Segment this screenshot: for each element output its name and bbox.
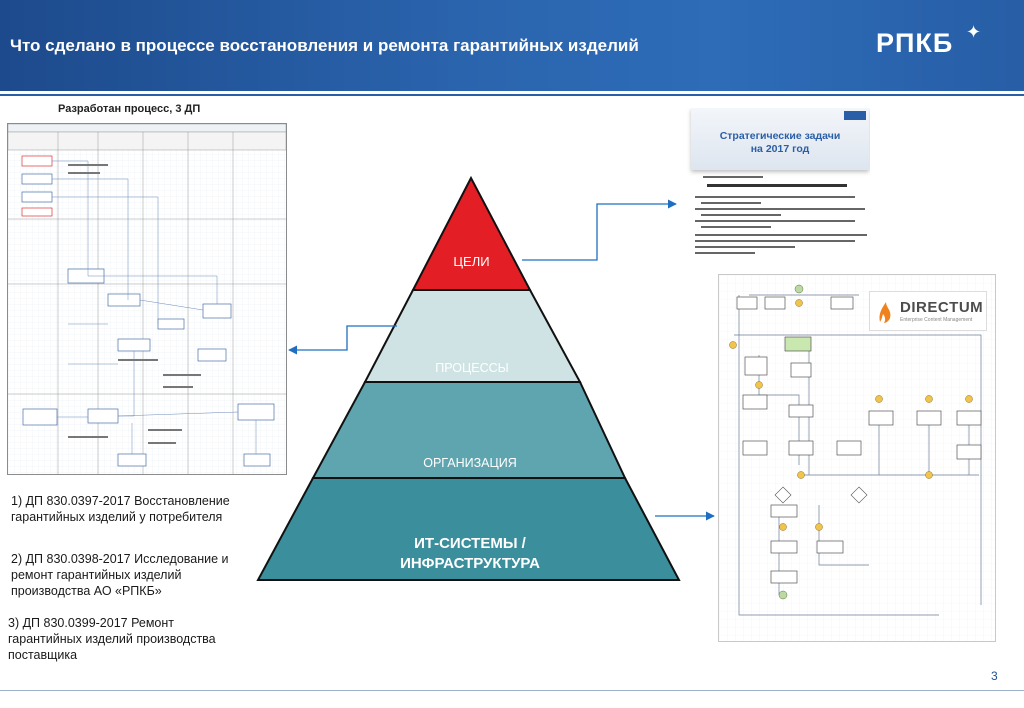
footer-divider bbox=[0, 690, 1024, 691]
label-processes: ПРОЦЕССЫ bbox=[435, 361, 509, 375]
document-1-line-1: 1) ДП 830.0397-2017 Восстановление bbox=[11, 494, 230, 508]
directum-wordmark: DIRECTUM bbox=[900, 299, 984, 316]
strategy-title-line-2: на 2017 год bbox=[750, 143, 810, 155]
arrow-goals-to-strategy bbox=[522, 204, 676, 260]
company-logo: РПКБ bbox=[876, 28, 954, 58]
label-it-line-2: ИНФРАСТРУКТУРА bbox=[400, 555, 540, 572]
label-it-systems bbox=[300, 534, 640, 574]
strategy-title-line-1: Стратегические задачи bbox=[719, 130, 841, 142]
label-it-line-1: ИТ-СИСТЕМЫ / bbox=[414, 535, 526, 552]
process-caption: Разработан процесс, 3 ДП bbox=[58, 103, 201, 115]
document-2-line-3: производства АО «РПКБ» bbox=[11, 584, 162, 598]
document-2-line-2: ремонт гарантийных изделий bbox=[11, 568, 182, 582]
document-1-line-2: гарантийных изделий у потребителя bbox=[11, 510, 223, 524]
directum-tagline: Enterprise Content Management bbox=[900, 317, 973, 323]
label-organization: ОРГАНИЗАЦИЯ bbox=[423, 456, 517, 470]
page-number: 3 bbox=[991, 669, 998, 683]
logo-star-icon: ✦ bbox=[966, 22, 982, 42]
pyramid-tier-goals bbox=[413, 178, 530, 290]
document-3-line-2: гарантийных изделий производства bbox=[8, 632, 216, 646]
document-item-2 bbox=[11, 551, 229, 599]
slide-title: Что сделано в процессе восстановления и ремонта гарантийных изделий bbox=[10, 36, 639, 55]
document-3-line-3: поставщика bbox=[8, 648, 78, 662]
document-3-line-1: 3) ДП 830.0399-2017 Ремонт bbox=[8, 616, 175, 630]
arrow-processes-to-flowchart bbox=[289, 326, 397, 350]
document-item-1 bbox=[11, 493, 230, 525]
document-item-3 bbox=[8, 615, 216, 663]
document-2-line-1: 2) ДП 830.0398-2017 Исследование и bbox=[11, 552, 229, 566]
label-goals: ЦЕЛИ bbox=[453, 254, 490, 269]
